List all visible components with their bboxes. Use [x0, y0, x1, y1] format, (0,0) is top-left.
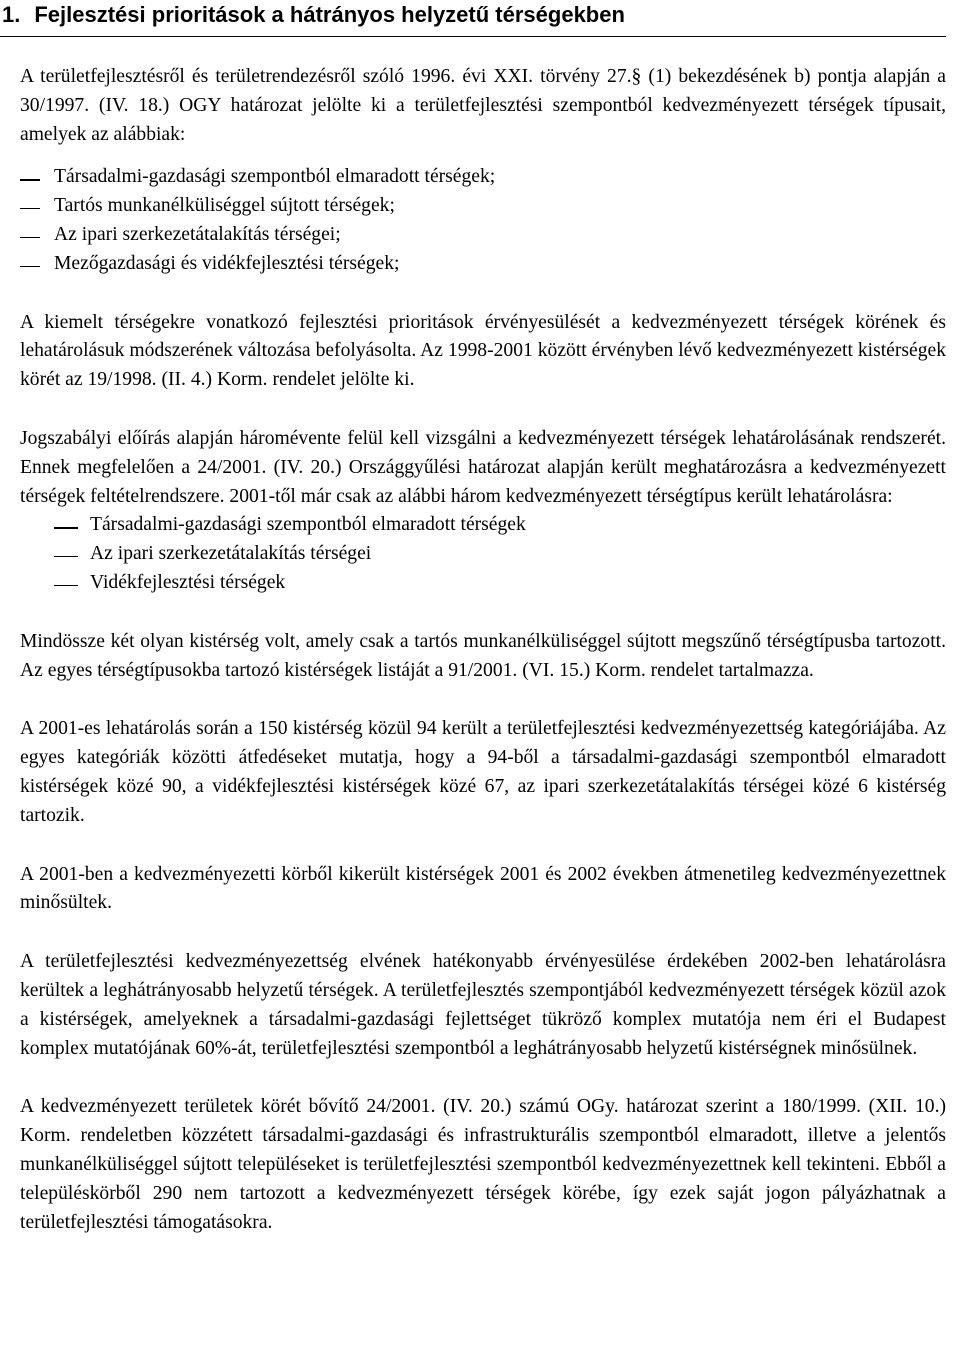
section-number: 1.: [2, 2, 21, 27]
list-item: [20, 250, 946, 279]
list-item-text: Vidékfejlesztési térségek: [90, 571, 286, 593]
list-item-text: Társadalmi-gazdasági szempontból elmaradott térségek;: [54, 166, 496, 188]
region-types-list: [20, 163, 946, 278]
paragraph-most-disadvantaged: A területfejlesztési kedvezményezettség elvének hatékonyabb érvényesülése érdekében 2002-ben lehatárolásra kerültek a leghátrányosabb helyzetű térségek. A területfejlesztés szempontjából kedvezményezett térségek közül azok a kistérségek, amelyeknek a társadalmi-gazdasági fejlettséget tükröző komplex mutatója nem éri el Budapest komplex mutatójának 60%-át, területfejlesztési szempontból a leghátrányosabb helyzetű kistérségnek minősülnek.: [20, 951, 946, 1059]
dash-bullet: [20, 237, 40, 238]
dash-bullet: [54, 527, 78, 528]
list-item: [20, 540, 946, 569]
list-item: [20, 163, 946, 192]
dash-bullet: [20, 208, 40, 209]
list-item: [20, 569, 946, 598]
list-item-text: Az ipari szerkezetátalakítás térségei;: [54, 223, 341, 245]
list-item-text: Tartós munkanélküliséggel sújtott térségek;: [54, 195, 395, 217]
dash-bullet: [54, 585, 78, 586]
heading-rule: [0, 36, 946, 37]
list-item: [20, 192, 946, 221]
dash-bullet: [54, 556, 78, 557]
dash-bullet: [20, 266, 40, 267]
list-item-text: Az ipari szerkezetátalakítás térségei: [90, 543, 372, 565]
list-item-text: Mezőgazdasági és vidékfejlesztési térségek;: [54, 252, 400, 274]
paragraph-extended-area: A kedvezményezett területek körét bővítő 24/2001. (IV. 20.) számú OGy. határozat szerint a 180/1999. (XII. 10.) Korm. rendeletben közzétett társadalmi-gazdasági és infrastrukturális szempontból elmaradott, illetve a jelentős munkanélküliséggel sújtott településeket is területfejlesztési szempontból kedvezményezettnek kell tekinteni. Ebből a településkörből 290 nem tartozott a kedvezményezett térségek körébe, így ezek saját jogon pályázhatnak a területfejlesztési támogatásokra.: [20, 1096, 946, 1233]
list-item: [20, 221, 946, 250]
list-item: [20, 511, 946, 540]
section-title: Fejlesztési prioritások a hátrányos helyzetű térségekben: [34, 2, 625, 27]
dash-bullet: [20, 179, 40, 180]
document-page: [2, 0, 946, 1237]
intro-paragraph: A területfejlesztésről és területrendezésről szóló 1996. évi XXI. törvény 27.§ (1) bekezdésének b) pontja alapján a 30/1997. (IV. 18.) OGY határozat jelölte ki a területfejlesztési szempontból kedvezményezett térségek típusait, amelyek az alábbiak:: [20, 66, 946, 145]
paragraph-two-subregions: Mindössze két olyan kistérség volt, amely csak a tartós munkanélküliséggel sújtott megszűnő térségtípusba tartozott. Az egyes térségtípusokba tartozó kistérségek listáját a 91/2001. (VI. 15.) Korm. rendelet tartalmazza.: [20, 630, 946, 681]
paragraph-2001-delimitation: A 2001-es lehatárolás során a 150 kistérség közül 94 került a területfejlesztési kedvezményezettség kategóriájába. Az egyes kategóriák közötti átfedéseket mutatja, hogy a 94-ből a társadalmi-gazdasági szempontból elmaradott kistérségek közé 90, a vidékfejlesztési kistérségek közé 67, az ipari szerkezetátalakítás térségei közé 6 kistérség tartozik.: [20, 718, 946, 826]
paragraph-review: Jogszabályi előírás alapján háromévente felül kell vizsgálni a kedvezményezett térségek lehatárolásának rendszerét. Ennek megfelelően a 24/2001. (IV. 20.) Országgyűlési határozat alapján került meghatározásra a kedvezményezett térségek feltételrendszere. 2001-től már csak az alábbi három kedvezményezett térségtípus került lehatárolásra:: [20, 427, 946, 507]
paragraph-transition: A 2001-ben a kedvezményezetti körből kikerült kistérségek 2001 és 2002 években átmenetileg kedvezményezettnek minősültek.: [20, 863, 946, 914]
paragraph-priorities: A kiemelt térségekre vonatkozó fejlesztési prioritások érvényesülését a kedvezményezett térségek körének és lehatárolásuk módszerének változása befolyásolta. Az 1998-2001 között érvényben lévő kedvezményezett kistérségek körét az 19/1998. (II. 4.) Korm. rendelet jelölte ki.: [20, 311, 946, 391]
section-heading: [2, 2, 946, 28]
region-types-2001-list: [20, 511, 946, 597]
list-item-text: Társadalmi-gazdasági szempontból elmaradott térségek: [90, 514, 526, 536]
